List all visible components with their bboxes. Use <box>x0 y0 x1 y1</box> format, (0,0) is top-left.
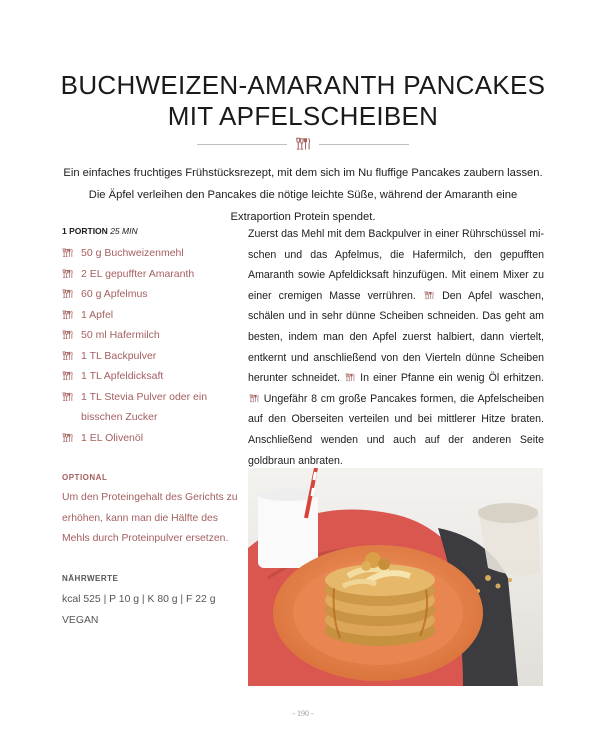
nutrition-heading: NÄHRWERTE <box>62 574 119 583</box>
divider-line-right <box>319 144 409 145</box>
glasses-cutlery-icon <box>62 371 73 381</box>
glasses-cutlery-icon <box>62 351 73 361</box>
glasses-cutlery-icon <box>62 269 73 279</box>
portion-label: 1 PORTION <box>62 226 108 236</box>
nutrition-values: kcal 525 | P 10 g | K 80 g | F 22 g <box>62 594 216 605</box>
ingredient-item: 1 Apfel <box>62 305 232 326</box>
glasses-cutlery-icon <box>345 373 355 382</box>
ingredient-item: 50 g Buchweizenmehl <box>62 243 232 264</box>
diet-tag: VEGAN <box>62 615 99 626</box>
method-text <box>248 224 544 471</box>
glasses-cutlery-icon <box>62 433 73 443</box>
ingredient-item: 2 EL gepuffter Amaranth <box>62 264 232 285</box>
title-line-2: MIT APFELSCHEIBEN <box>167 101 439 131</box>
recipe-intro: Ein einfaches fruchtiges Frühstücksrezept, mit dem sich im Nu fluffige Pancakes zaubern lassen. Die Äpfel verleihen den Pancakes die nötige leichte Süße, während der Amaranth eine Extraportion Protein spendet. <box>63 167 543 223</box>
page-number: - 190 - <box>292 709 314 718</box>
recipe-photo <box>248 468 543 686</box>
method-step-3: In einer Pfanne ein wenig Öl erhitzen. <box>360 372 544 385</box>
method-step-2: Den Apfel waschen, schälen und in sehr dünne Scheiben schneiden. Das geht am besten, indem man den Apfel zuerst halbiert, dann viertelt, entkernt und anschließend von den Vierteln dünne Scheiben herunter schneidet. <box>248 289 544 385</box>
ingredient-item: 50 ml Hafermilch <box>62 325 232 346</box>
optional-heading: OPTIONAL <box>62 473 108 482</box>
method-step-1: Zuerst das Mehl mit dem Backpulver in einer Rührschüssel mischen und das Apfelmus, die Hafermilch, den gepufften Amaranth sowie Apfeldicksaft hinzufügen. Mit einem Mixer zu einer cremigen Masse verrühren. <box>248 228 544 302</box>
glasses-cutlery-icon <box>424 291 434 300</box>
glasses-cutlery-icon <box>62 392 73 402</box>
ingredient-list <box>62 243 232 448</box>
divider-line-left <box>197 144 287 145</box>
glasses-cutlery-icon <box>295 137 311 151</box>
glasses-cutlery-icon <box>62 330 73 340</box>
glasses-cutlery-icon <box>62 310 73 320</box>
glasses-cutlery-icon <box>62 248 73 258</box>
optional-text: Um den Proteingehalt des Gerichts zu erhöhen, kann man die Hälfte des Mehls durch Proteinpulver ersetzen. <box>62 492 238 545</box>
recipe-title <box>0 70 606 132</box>
ingredient-item: 1 TL Apfeldicksaft <box>62 366 232 387</box>
pancake-illustration <box>248 468 543 686</box>
method-step-4: Ungefähr 8 cm große Pancakes formen, die Apfelscheiben auf den Oberseiten verteilen und bei mittlerer Hitze braten. Anschließend wenden und auch auf der anderen Seite goldbraun anbraten. <box>248 392 544 467</box>
portion-info <box>62 226 138 236</box>
title-line-1: BUCHWEIZEN-AMARANTH PANCAKES <box>60 70 546 100</box>
ingredient-item: 60 g Apfelmus <box>62 284 232 305</box>
title-divider <box>197 137 409 151</box>
glasses-cutlery-icon <box>62 289 73 299</box>
ingredient-item: 1 TL Stevia Pulver oder ein bisschen Zucker <box>62 387 232 428</box>
prep-time: 25 MIN <box>110 226 138 236</box>
glasses-cutlery-icon <box>249 394 259 403</box>
ingredient-item: 1 EL Olivenöl <box>62 428 232 449</box>
ingredient-item: 1 TL Backpulver <box>62 346 232 367</box>
